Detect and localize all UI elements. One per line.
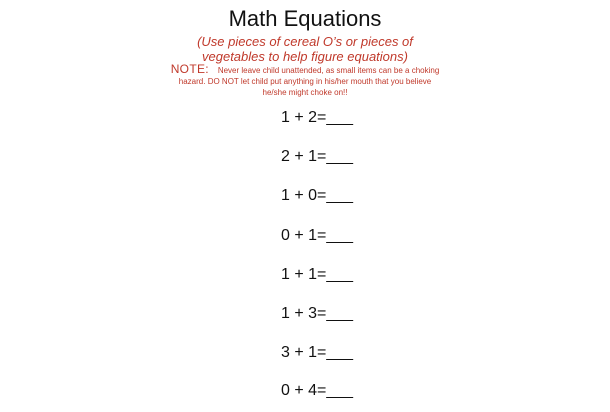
- equation-item: 1 + 0=___: [281, 187, 354, 204]
- equation-item: 3 + 1=___: [281, 344, 354, 361]
- subtitle-line-2: vegetables to help figure equations): [202, 49, 408, 64]
- subtitle-line-1: (Use pieces of cereal O’s or pieces of: [197, 34, 413, 49]
- note-label: NOTE:: [170, 62, 209, 76]
- note-text: Never leave child unattended, as small items can be a choking hazard. DO NOT let child put anything in his/her mouth that you believe he/she might choke on!!: [178, 66, 440, 97]
- safety-note: [170, 64, 440, 98]
- instructions-subtitle: [0, 34, 610, 64]
- equation-item: 1 + 3=___: [281, 305, 354, 322]
- equation-item: 1 + 1=___: [281, 266, 354, 283]
- page-title: Math Equations: [228, 6, 382, 31]
- equation-item: 0 + 1=___: [281, 227, 354, 244]
- equation-item: 1 + 2=___: [281, 109, 354, 126]
- equation-item: 2 + 1=___: [281, 148, 354, 165]
- equation-item: 0 + 4=___: [281, 382, 354, 399]
